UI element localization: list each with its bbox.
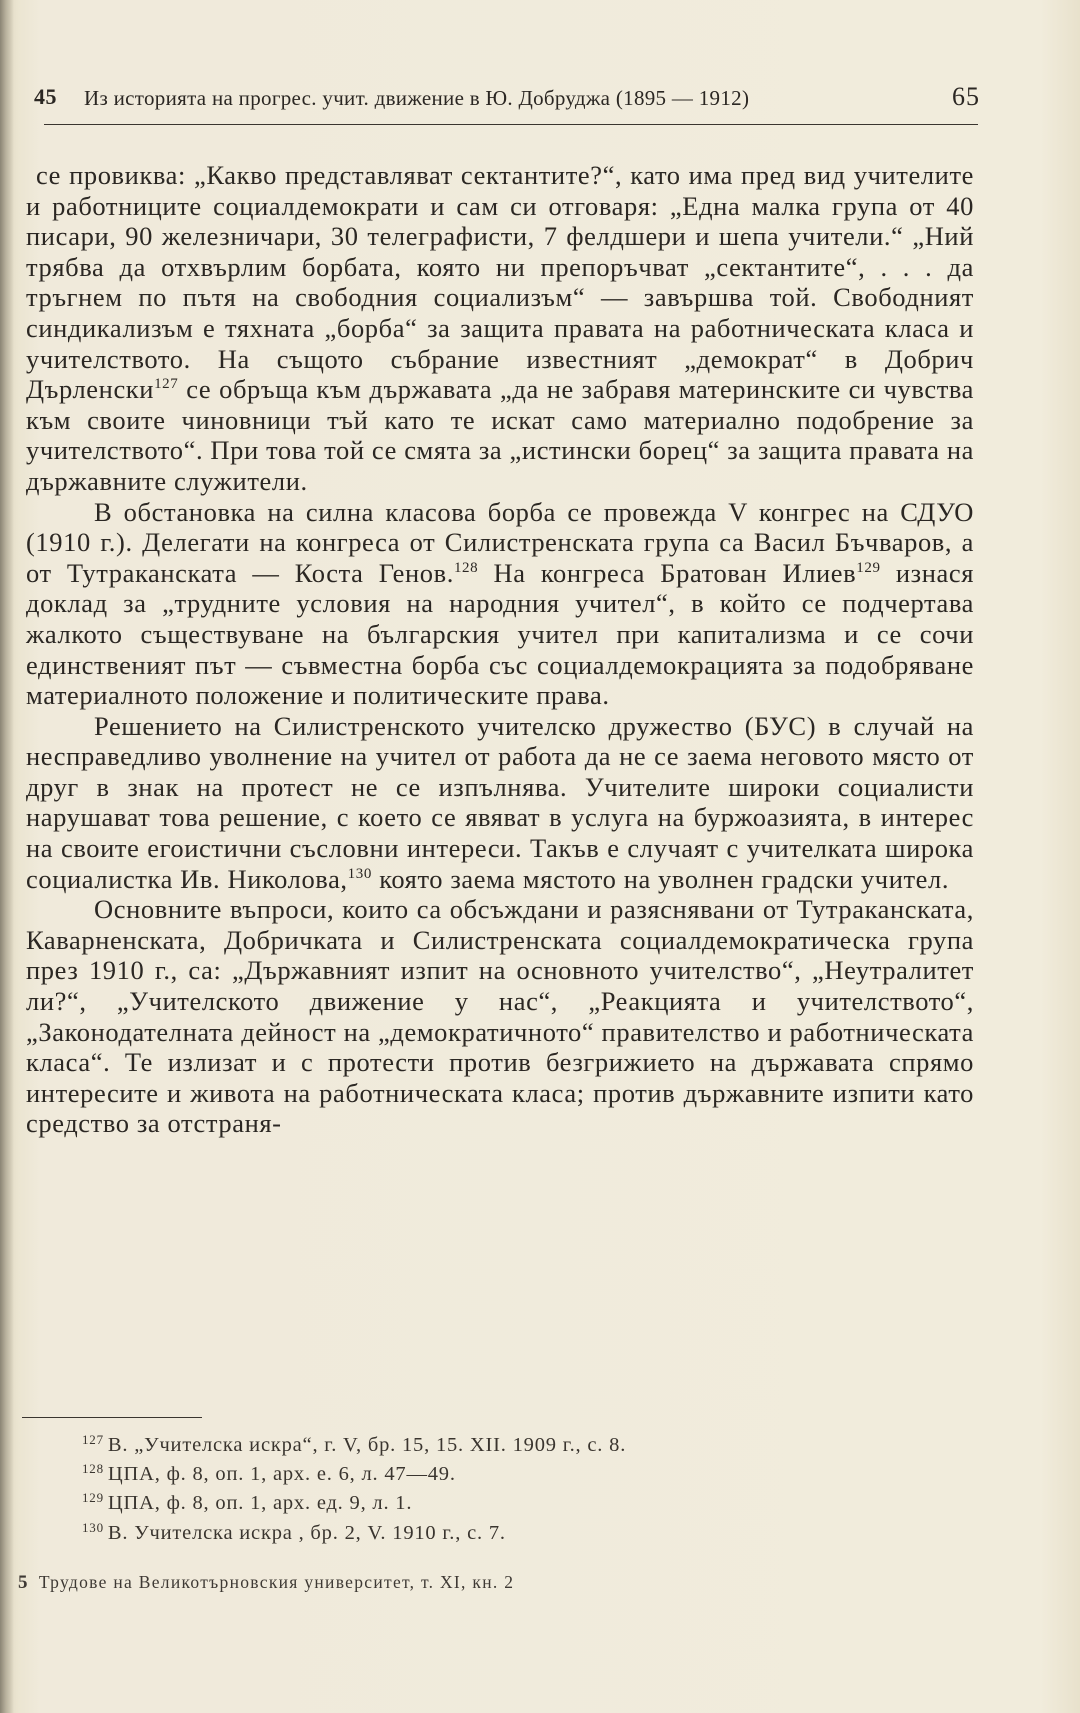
- sheet-number: 5: [18, 1572, 29, 1593]
- header-rule: [44, 124, 978, 125]
- paragraph-2-text-end: изнася доклад за „трудните условия на народния учител“, в който се подчертава жалкото съществуване на българския учител при капитализма и се сочи единственият път — съвместна борба със социалдемокрацията за подобряване материалното положение и политическите права.: [26, 557, 974, 711]
- paragraph-2-text-cont: На конгреса Братован Илиев: [478, 557, 857, 588]
- paragraph-4-text: Основните въпроси, които са обсъждани и разяснявани от Тутраканската, Каварненската, Добричката и Силистренската социалдемократическа група през 1910 г., са: „Държавният изпит на основното учителство“, „Неутралитет ли?“, „Учителското движение у нас“, „Реакцията и учителството“, „Законодателната дейност на „демократичното“ правителство и работническата класа“. Те излизат и с протести против безгрижието на държавата спрямо интересите и живота на работническата класа; против държавните изпити като средство за отстраня-: [26, 894, 974, 1139]
- footnote-number: 130: [82, 1519, 104, 1535]
- signature-text: Трудове на Великотърновския университет, т. XI, кн. 2: [38, 1572, 515, 1592]
- paragraph-2: [26, 497, 974, 711]
- footnote-ref-127: 127: [154, 376, 179, 393]
- footnote-ref-130: 130: [347, 865, 372, 882]
- footnote-text: В. „Учителска искра“, г. V, бр. 15, 15. XII. 1909 г., с. 8.: [107, 1434, 627, 1456]
- left-page-number: 45: [34, 84, 57, 109]
- footnote-number: 129: [82, 1490, 104, 1506]
- body-text: [26, 160, 974, 1139]
- running-head: [34, 80, 980, 128]
- printer-signature: [18, 1572, 514, 1594]
- footnote-number: 127: [82, 1432, 104, 1447]
- footnote-129: [82, 1486, 962, 1515]
- paragraph-4: [26, 894, 974, 1139]
- footnote-ref-128: 128: [453, 559, 479, 576]
- footnotes: [82, 1428, 962, 1545]
- footnote-128: [82, 1457, 962, 1486]
- footnote-number: 128: [82, 1461, 104, 1477]
- paragraph-3-text-cont: която заема мястото на уволнен градски учител.: [371, 863, 950, 894]
- paragraph-1-text-cont: се обръща към държавата „да не забравя материнските си чувства към своите чиновници тъй като те искат само материално подобрение за учителството“. При това той се смята за „истински борец“ за защита правата на държавните служители.: [26, 374, 974, 496]
- footnote-text: ЦПА, ф. 8, оп. 1, арх. ед. 9, л. 1.: [107, 1492, 413, 1515]
- footnote-130: [82, 1516, 962, 1545]
- paragraph-1: [26, 160, 974, 497]
- paragraph-2-text: В обстановка на силна класова борба се провежда V конгрес на СДУО (1910 г.). Делегати на конгреса от Силистренската група са Васил Бъчваров, а от Тутраканската — Коста Генов.: [26, 496, 974, 588]
- paragraph-1-text: се провиква: „Какво представляват сектантите?“, като има пред вид учителите и работниците социалдемократи и сам си отговаря: „Една малка група от 40 писари, 90 железничари, 30 телеграфисти, 7 фелдшери и шепа учители.“ „Ний трябва да отхвърлим борбата, която ни препоръчват „сектантите“, . . . да тръгнем по пътя на свободния социализъм“ — завършва той. Свободният синдикализъм е тяхната „борба“ за защита правата на работническата класа и учителството. На същото събрание известният „демократ“ в Добрич Дърленски: [26, 160, 974, 405]
- footnote-rule: [22, 1417, 202, 1418]
- footnote-text: В. Учителска искра , бр. 2, V. 1910 г., с. 7.: [107, 1521, 506, 1544]
- footnote-text: ЦПА, ф. 8, оп. 1, арх. е. 6, л. 47—49.: [107, 1463, 456, 1486]
- footnote-127: [82, 1428, 962, 1457]
- paragraph-3: [26, 711, 974, 895]
- footnote-ref-129: 129: [856, 559, 881, 576]
- page-number: 65: [952, 82, 980, 111]
- paragraph-3-text: Решението на Силистренското учителско дружество (БУС) в случай на несправедливо уволнение на учител от работа да не се заема неговото място от друг в знак на протест не се изпълнява. Учителите широки социалисти нарушават това решение, с което се явяват в услуга на буржоазията, в интерес на своите егоистични съсловни интереси. Такъв е случаят с учителката широка социалистка Ив. Николова,: [26, 710, 974, 894]
- running-title: Из историята на прогрес. учит. движение в Ю. Добруджа (1895 — 1912): [84, 86, 750, 110]
- spine-shadow: [0, 0, 14, 1713]
